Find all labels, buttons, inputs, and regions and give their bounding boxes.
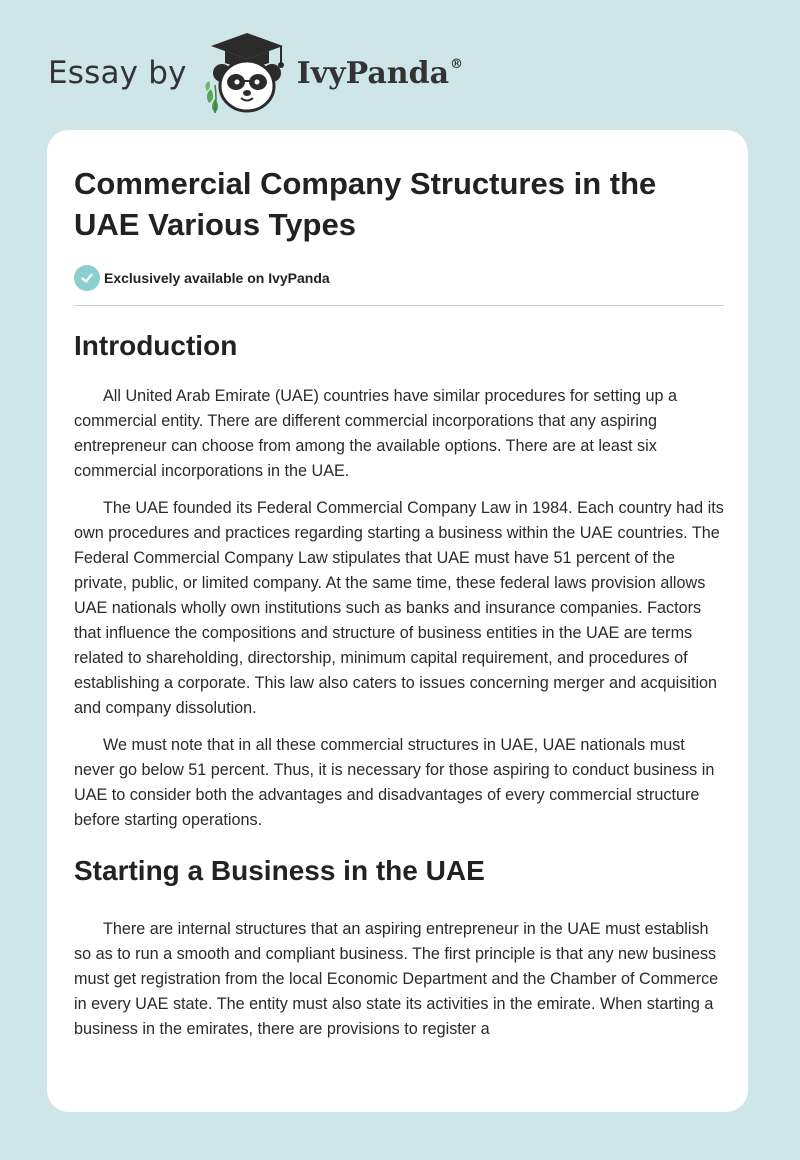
section-heading-starting-business: Starting a Business in the UAE (74, 855, 485, 886)
paragraph: The UAE founded its Federal Commercial Company Law in 1984. Each country had its own procedures and practices regarding starting a business within the UAE countries. The Federal Commercial Company Law stipulates that UAE must have 51 percent of the private, public, or limited company. At the same time, these federal laws provision allows UAE nationals wholly own institutions such as banks and insurance companies. Factors that influence the compositions and structure of business entities in the UAE are terms related to shareholding, directorship, minimum capital requirement, and procedures of establishing a corporate. This law also caters to issues concerning merger and acquisition and company dissolution. (74, 499, 724, 717)
paragraph: All United Arab Emirate (UAE) countries have similar procedures for setting up a commercial entity. There are different commercial incorporations that any aspiring entrepreneur can choose from among the available options. There are at least six commercial incorporations in the UAE. (74, 387, 678, 480)
section-introduction (74, 328, 724, 833)
brand-name[interactable]: IvyPanda® (296, 55, 464, 91)
paragraph: There are internal structures that an aspiring entrepreneur in the UAE must establish so as to run a smooth and compliant business. The first principle is that any new business must get registration from the local Economic Department and the Chamber of Commerce in every UAE state. The entity must also state its activities in the emirate. When starting a business in the emirates, there are provisions to register a (74, 920, 719, 1038)
section-heading-introduction: Introduction (74, 330, 238, 361)
check-icon (74, 265, 100, 291)
brand-header (48, 28, 463, 118)
ivypanda-logo-icon[interactable] (201, 29, 293, 117)
paragraph: We must note that in all these commercial structures in UAE, UAE nationals must never go below 51 percent. Thus, it is necessary for those aspiring to conduct business in UAE to consider both the advantages and disadvantages of every commercial structure before starting operations. (74, 736, 715, 829)
exclusive-label: Exclusively available on IvyPanda (104, 270, 330, 286)
registered-mark: ® (450, 56, 464, 72)
article-title: Commercial Company Structures in the UAE Various Types (74, 166, 657, 242)
exclusive-badge (74, 265, 724, 291)
title-divider (74, 305, 724, 306)
section-starting-business (74, 853, 724, 1042)
article-content (74, 130, 724, 1042)
article-card (47, 130, 748, 1112)
essay-by-label: Essay by (48, 55, 187, 91)
